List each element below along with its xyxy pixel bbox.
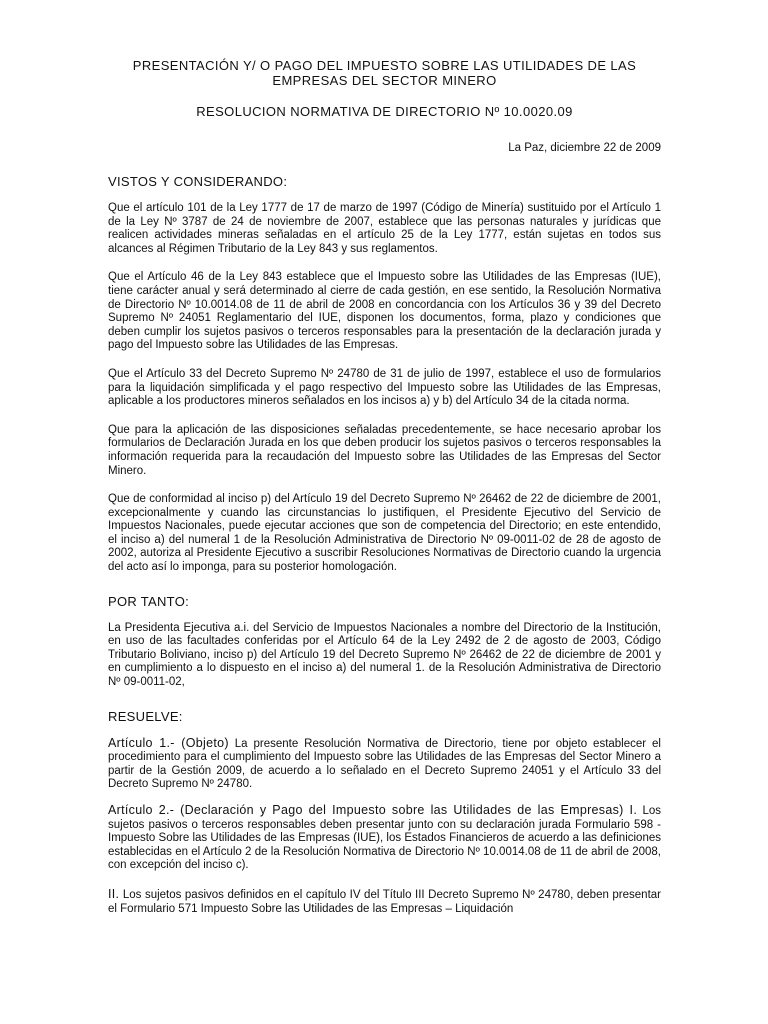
articulo-1-heading: Artículo 1.- (Objeto): [108, 735, 229, 750]
considerando-paragraph: Que para la aplicación de las disposiciones señaladas precedentemente, se hace necesario aprobar los formularios de Declaración Jurada en los que deben producir los sujetos pasivos o terceros responsables la información requerida para la recaudación del Impuesto sobre las Utilidades de las Empresas del Sector Minero.: [108, 423, 661, 477]
numeral-2-heading: II.: [108, 886, 120, 901]
por-tanto-paragraph: La Presidenta Ejecutiva a.i. del Servicio de Impuestos Nacionales a nombre del Directorio de la Institución, en uso de las facultades conferidas por el Artículo 64 de la Ley 2492 de 2 de agosto de 2003, Código Tributario Boliviano, inciso p) del Artículo 19 del Decreto Supremo Nº 26462 de 22 de diciembre de 2001 y en cumplimiento a lo dispuesto en el inciso a) del numeral 1. de la Resolución Administrativa de Directorio Nº 09-0011-02,: [108, 621, 661, 689]
heading-por-tanto: POR TANTO:: [108, 593, 190, 609]
considerando-paragraph: Que de conformidad al inciso p) del Artículo 19 del Decreto Supremo Nº 26462 de 22 de diciembre de 2001, excepcionalmente y cuando las circunstancias lo justifiquen, el Presidente Ejecutivo del Servicio de Impuestos Nacionales, puede ejecutar acciones que son de competencia del Directorio; en este entendido, el inciso a) del numeral 1 de la Resolución Administrativa de Directorio Nº 09-0011-02 de 28 de agosto de 2002, autoriza al Presidente Ejecutivo a suscribir Resoluciones Normativas de Directorio cuando la urgencia del acto así lo imponga, para su posterior homologación.: [108, 493, 661, 574]
articulo-1-paragraph: [108, 737, 661, 792]
numeral-2-text: Los sujetos pasivos definidos en el capítulo IV del Título III Decreto Supremo Nº 24780, deben presentar el Formulario 571 Impuesto Sobre las Utilidades de las Empresas – Liquidación: [108, 888, 661, 915]
resolution-number: RESOLUCION NORMATIVA DE DIRECTORIO Nº 10.0020.09: [196, 104, 573, 119]
place-date: La Paz, diciembre 22 de 2009: [508, 142, 661, 154]
considerando-paragraph: Que el Artículo 33 del Decreto Supremo Nº 24780 de 31 de julio de 1997, establece el uso de formularios para la liquidación simplificada y el pago respectivo del Impuesto sobre las Utilidades de las Empresas, aplicable a los productores mineros señalados en los incisos a) y b) del Artículo 34 de la citada norma.: [108, 367, 661, 408]
heading-vistos: VISTOS Y CONSIDERANDO:: [108, 174, 288, 189]
document-title: PRESENTACIÓN Y/ O PAGO DEL IMPUESTO SOBRE LAS UTILIDADES DE LAS EMPRESAS DEL SECTOR MINERO: [132, 58, 637, 88]
heading-resuelve: RESUELVE:: [108, 708, 183, 724]
articulo-2-heading: Artículo 2.- (Declaración y Pago del Impuesto sobre las Utilidades de las Empresas) I.: [108, 803, 638, 817]
articulo-1-text: La presente Resolución Normativa de Directorio, tiene por objeto establecer el procedimiento para el cumplimiento del Impuesto sobre las Utilidades de las Empresas del Sector Minero a partir de la Gestión 2009, de acuerdo a lo señalado en el Decreto Supremo 24051 y el Artículo 33 del Decreto Supremo Nº 24780.: [108, 737, 661, 791]
articulo-2-paragraph: [108, 804, 661, 873]
articulo-2-text: Los sujetos pasivos o terceros responsables deben presentar junto con su declaración jurada Formulario 598 - Impuesto Sobre las Utilidades de las Empresas (IUE), los Estados Financieros de acuerdo a las definiciones establecidas en el Artículo 2 de la Resolución Normativa de Directorio Nº 10.0014.08 de 11 de abril de 2008, con excepción del inciso c).: [108, 805, 661, 872]
considerando-paragraph: Que el Artículo 46 de la Ley 843 establece que el Impuesto sobre las Utilidades de las Empresas (IUE), tiene carácter anual y será determinado al cierre de cada gestión, en ese sentido, la Resolución Normativa de Directorio Nº 10.0014.08 de 11 de abril de 2008 en concordancia con los Artículos 36 y 39 del Decreto Supremo Nº 24051 Reglamentario del IUE, disponen los documentos, forma, plazo y condiciones que deben cumplir los sujetos pasivos o terceros responsables para la presentación de la declaración jurada y pago del Impuesto sobre las Utilidades de las Empresas.: [108, 271, 661, 352]
numeral-2-paragraph: [108, 888, 661, 916]
considerando-paragraph: Que el artículo 101 de la Ley 1777 de 17 de marzo de 1997 (Código de Minería) sustituido por el Artículo 1 de la Ley Nº 3787 de 24 de noviembre de 2007, establece que las personas naturales y jurídicas que realicen actividades mineras señaladas en el artículo 25 de la Ley 1777, están sujetas en todos sus alcances al Régimen Tributario de la Ley 843 y sus reglamentos.: [108, 202, 661, 255]
